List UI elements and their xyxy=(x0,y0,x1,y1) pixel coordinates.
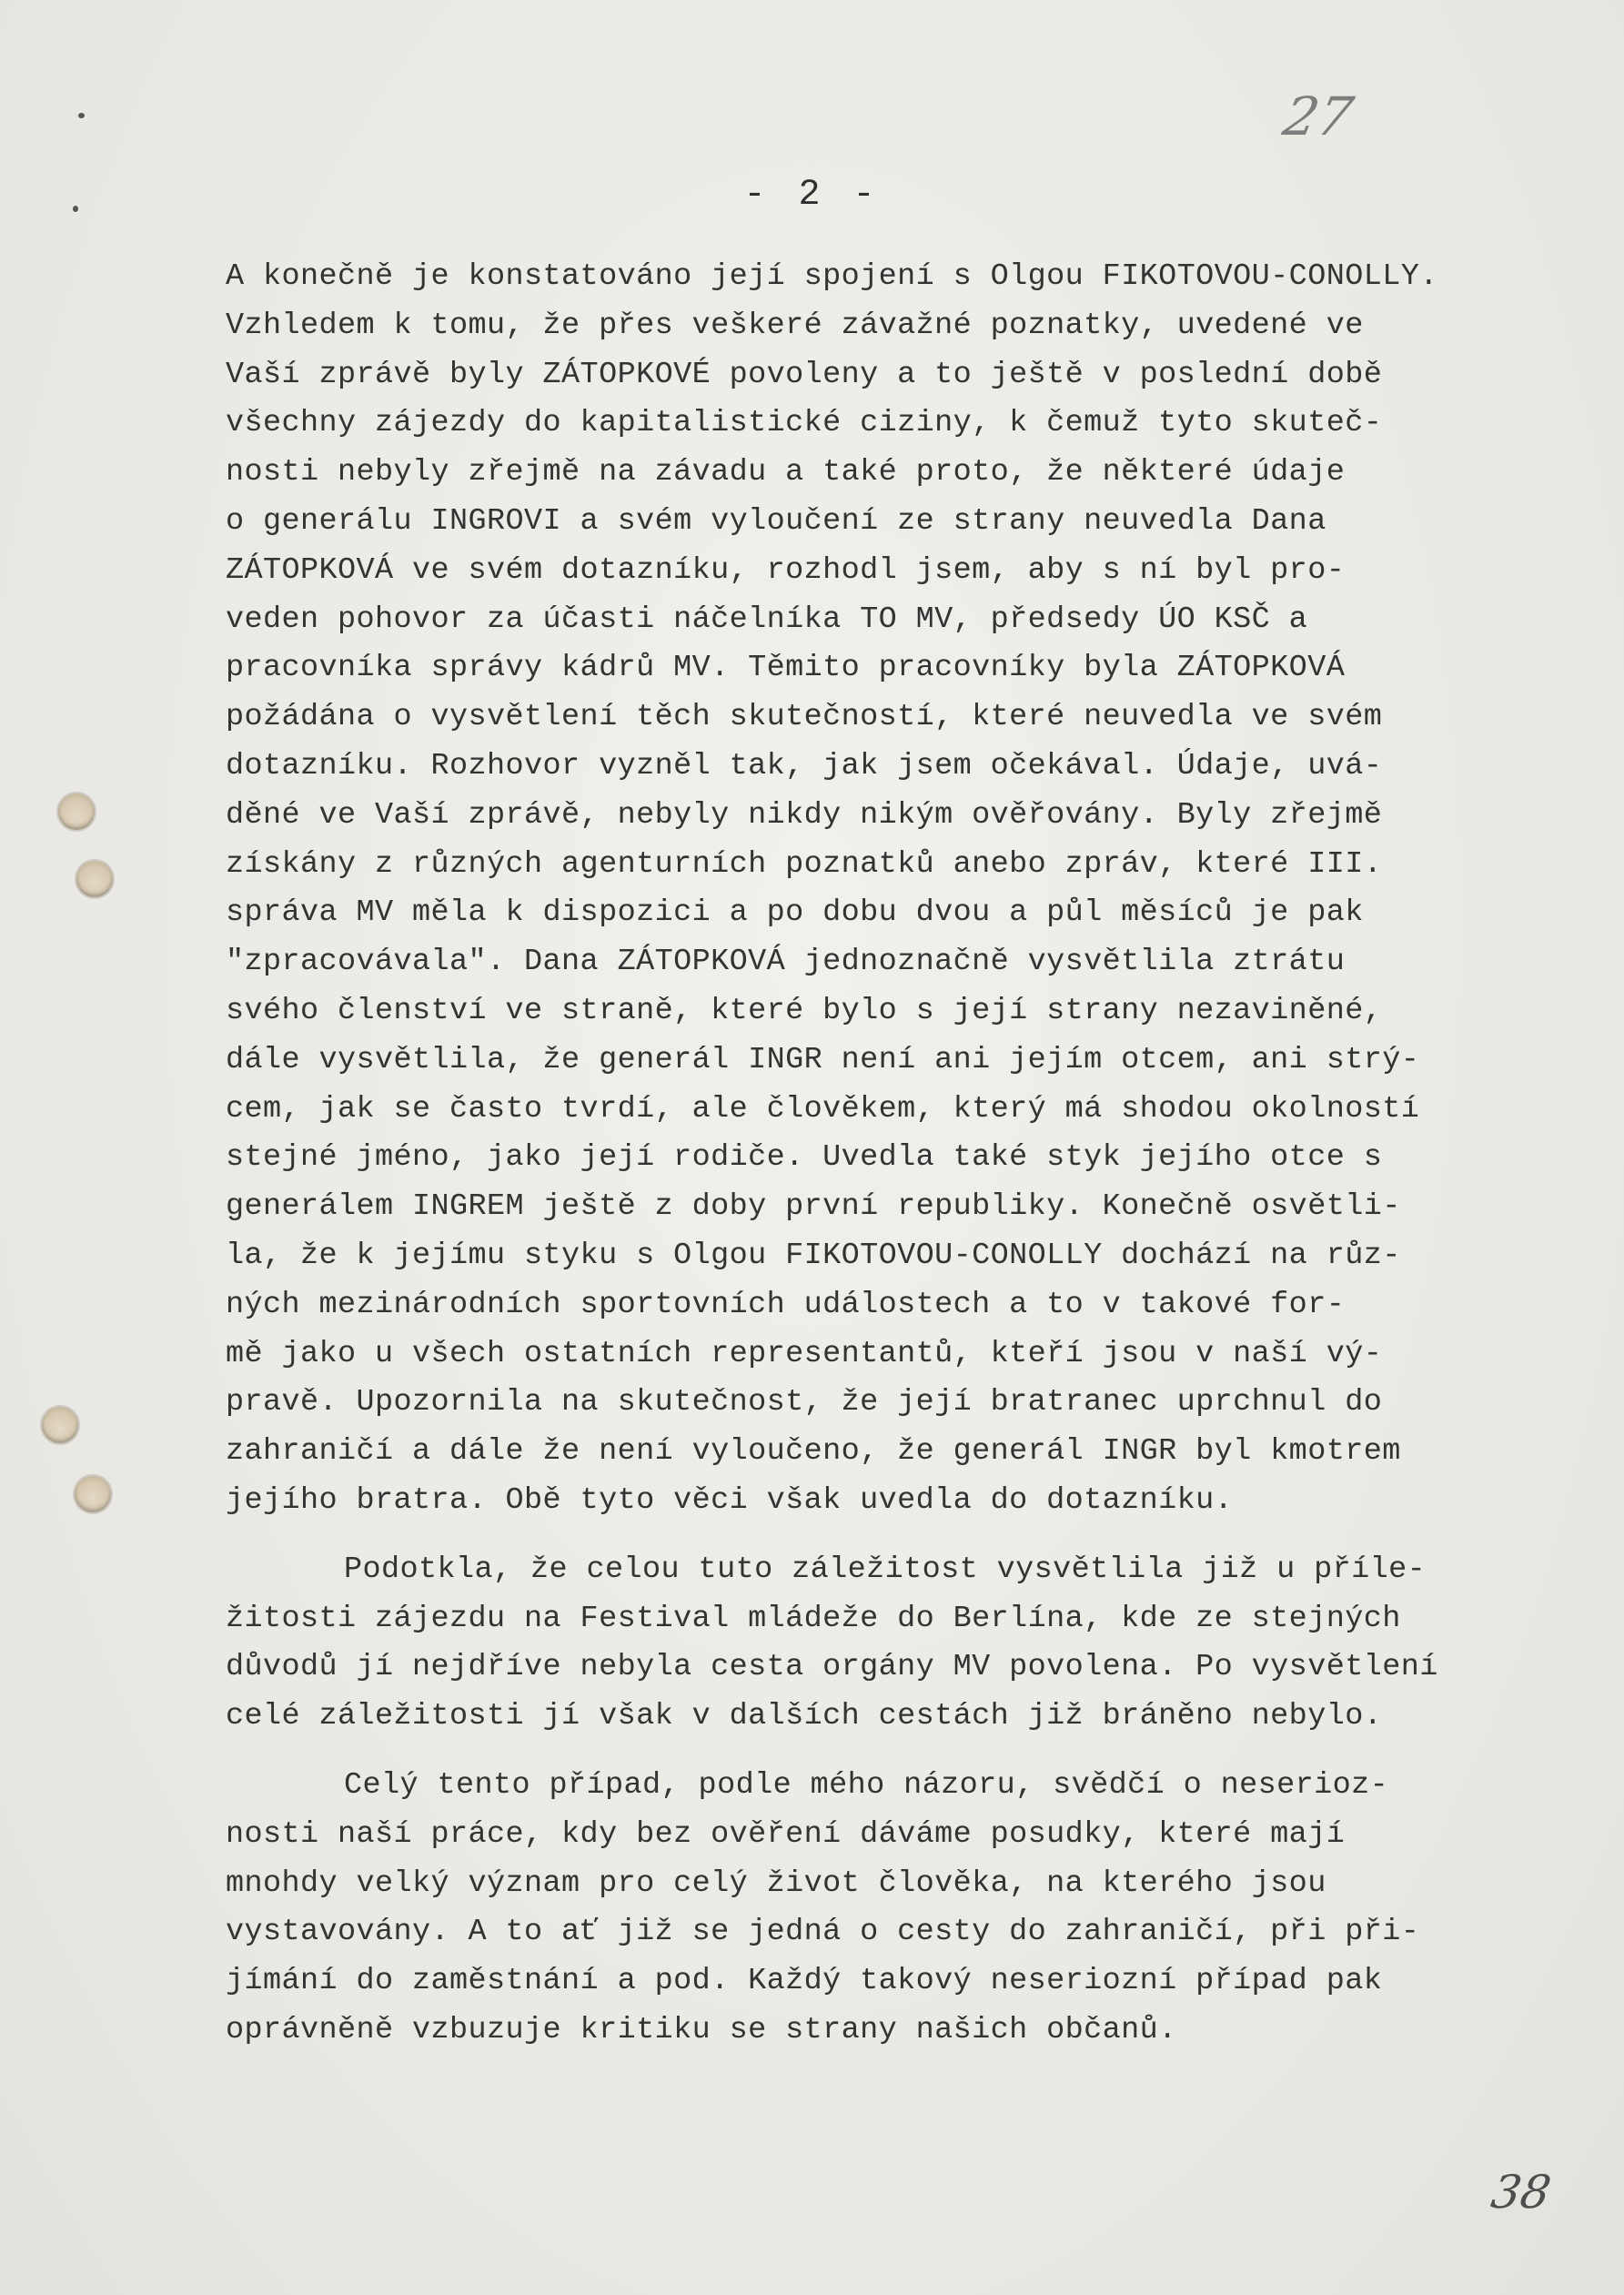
text-line: cem, jak se často tvrdí, ale člověkem, který má shodou okolností xyxy=(226,1091,1420,1127)
paragraph xyxy=(226,1546,1527,1742)
handwritten-folio-top: 27 xyxy=(1277,86,1359,147)
punch-hole xyxy=(76,861,113,897)
text-line: požádána o vysvětlení těch skutečností, které neuvedla ve svém xyxy=(226,700,1383,735)
punch-hole xyxy=(75,1476,111,1512)
text-line: jímání do zaměstnání a pod. Každý takový neseriozní případ pak xyxy=(226,1964,1383,1999)
text-line: Celý tento případ, podle mého názoru, svědčí o neserioz- xyxy=(344,1767,1389,1803)
text-line: celé záležitosti jí však v dalších cestách již bráněno nebylo. xyxy=(226,1699,1383,1734)
paragraph xyxy=(226,1762,1527,2056)
text-line: vystavovány. A to ať již se jedná o cesty do zahraničí, při při- xyxy=(226,1915,1420,1950)
text-line: správa MV měla k dispozici a po dobu dvou a půl měsíců je pak xyxy=(226,895,1364,931)
text-line: stejné jméno, jako její rodiče. Uvedla také styk jejího otce s xyxy=(226,1140,1383,1176)
page-number: - 2 - xyxy=(743,175,881,216)
text-line: veden pohovor za účasti náčelníka TO MV, předsedy ÚO KSČ a xyxy=(226,602,1308,637)
text-line: všechny zájezdy do kapitalistické ciziny, k čemuž tyto skuteč- xyxy=(226,406,1383,441)
paragraph-gap xyxy=(226,1742,1527,1762)
text-line: pravě. Upozornila na skutečnost, že její bratranec uprchnul do xyxy=(226,1385,1383,1420)
text-line: mnohdy velký význam pro celý život člověka, na kterého jsou xyxy=(226,1865,1326,1901)
text-line: ných mezinárodních sportovních událostech a to v takové for- xyxy=(226,1287,1346,1322)
text-line: pracovníka správy kádrů MV. Těmito pracovníky byla ZÁTOPKOVÁ xyxy=(226,651,1346,686)
text-line: ZÁTOPKOVÁ ve svém dotazníku, rozhodl jsem, aby s ní byl pro- xyxy=(226,552,1346,588)
text-line: "zpracovávala". Dana ZÁTOPKOVÁ jednoznačně vysvětlila ztrátu xyxy=(226,945,1346,980)
text-line: děné ve Vaší zprávě, nebyly nikdy nikým ověřovány. Byly zřejmě xyxy=(226,797,1383,833)
text-line: svého členství ve straně, které bylo s její strany nezaviněné, xyxy=(226,993,1383,1028)
text-line: Podotkla, že celou tuto záležitost vysvětlila již u příle- xyxy=(344,1552,1427,1587)
paragraph xyxy=(226,253,1527,1526)
text-line: Vaší zprávě byly ZÁTOPKOVÉ povoleny a to ještě v poslední době xyxy=(226,357,1383,392)
text-line: oprávněně vzbuzuje kritiku se strany našich občanů. xyxy=(226,2012,1177,2047)
text-line: nosti nebyly zřejmě na závadu a také proto, že některé údaje xyxy=(226,455,1346,490)
text-line: získány z různých agenturních poznatků anebo zpráv, které III. xyxy=(226,846,1383,882)
handwritten-folio-bottom: 38 xyxy=(1487,2166,1555,2219)
text-line: žitosti zájezdu na Festival mládeže do Berlína, kde ze stejných xyxy=(226,1601,1401,1636)
margin-speck xyxy=(78,113,85,118)
text-line: generálem INGREM ještě z doby první republiky. Konečně osvětli- xyxy=(226,1189,1401,1225)
text-line: Vzhledem k tomu, že přes veškeré závažné poznatky, uvedené ve xyxy=(226,308,1364,343)
paragraph-gap xyxy=(226,1526,1527,1546)
text-line: zahraničí a dále že není vyloučeno, že generál INGR byl kmotrem xyxy=(226,1434,1401,1470)
letter-body xyxy=(226,253,1527,2056)
text-line: dotazníku. Rozhovor vyzněl tak, jak jsem očekával. Údaje, uvá- xyxy=(226,748,1383,784)
punch-hole xyxy=(42,1407,78,1443)
text-line: nosti naší práce, kdy bez ověření dáváme posudky, které mají xyxy=(226,1816,1346,1852)
text-line: dále vysvětlila, že generál INGR není ani jejím otcem, ani strý- xyxy=(226,1042,1420,1077)
text-line: A konečně je konstatováno její spojení s Olgou FIKOTOVOU-CONOLLY. xyxy=(226,259,1438,294)
text-line: la, že k jejímu styku s Olgou FIKOTOVOU-CONOLLY dochází na růz- xyxy=(226,1238,1401,1273)
text-line: jejího bratra. Obě tyto věci však uvedla do dotazníku. xyxy=(226,1482,1234,1518)
text-line: mě jako u všech ostatních representantů, kteří jsou v naší vý- xyxy=(226,1336,1383,1371)
text-line: o generálu INGROVI a svém vyloučení ze strany neuvedla Dana xyxy=(226,503,1326,539)
punch-hole xyxy=(58,794,95,830)
text-line: důvodů jí nejdříve nebyla cesta orgány MV povolena. Po vysvětlení xyxy=(226,1650,1438,1685)
